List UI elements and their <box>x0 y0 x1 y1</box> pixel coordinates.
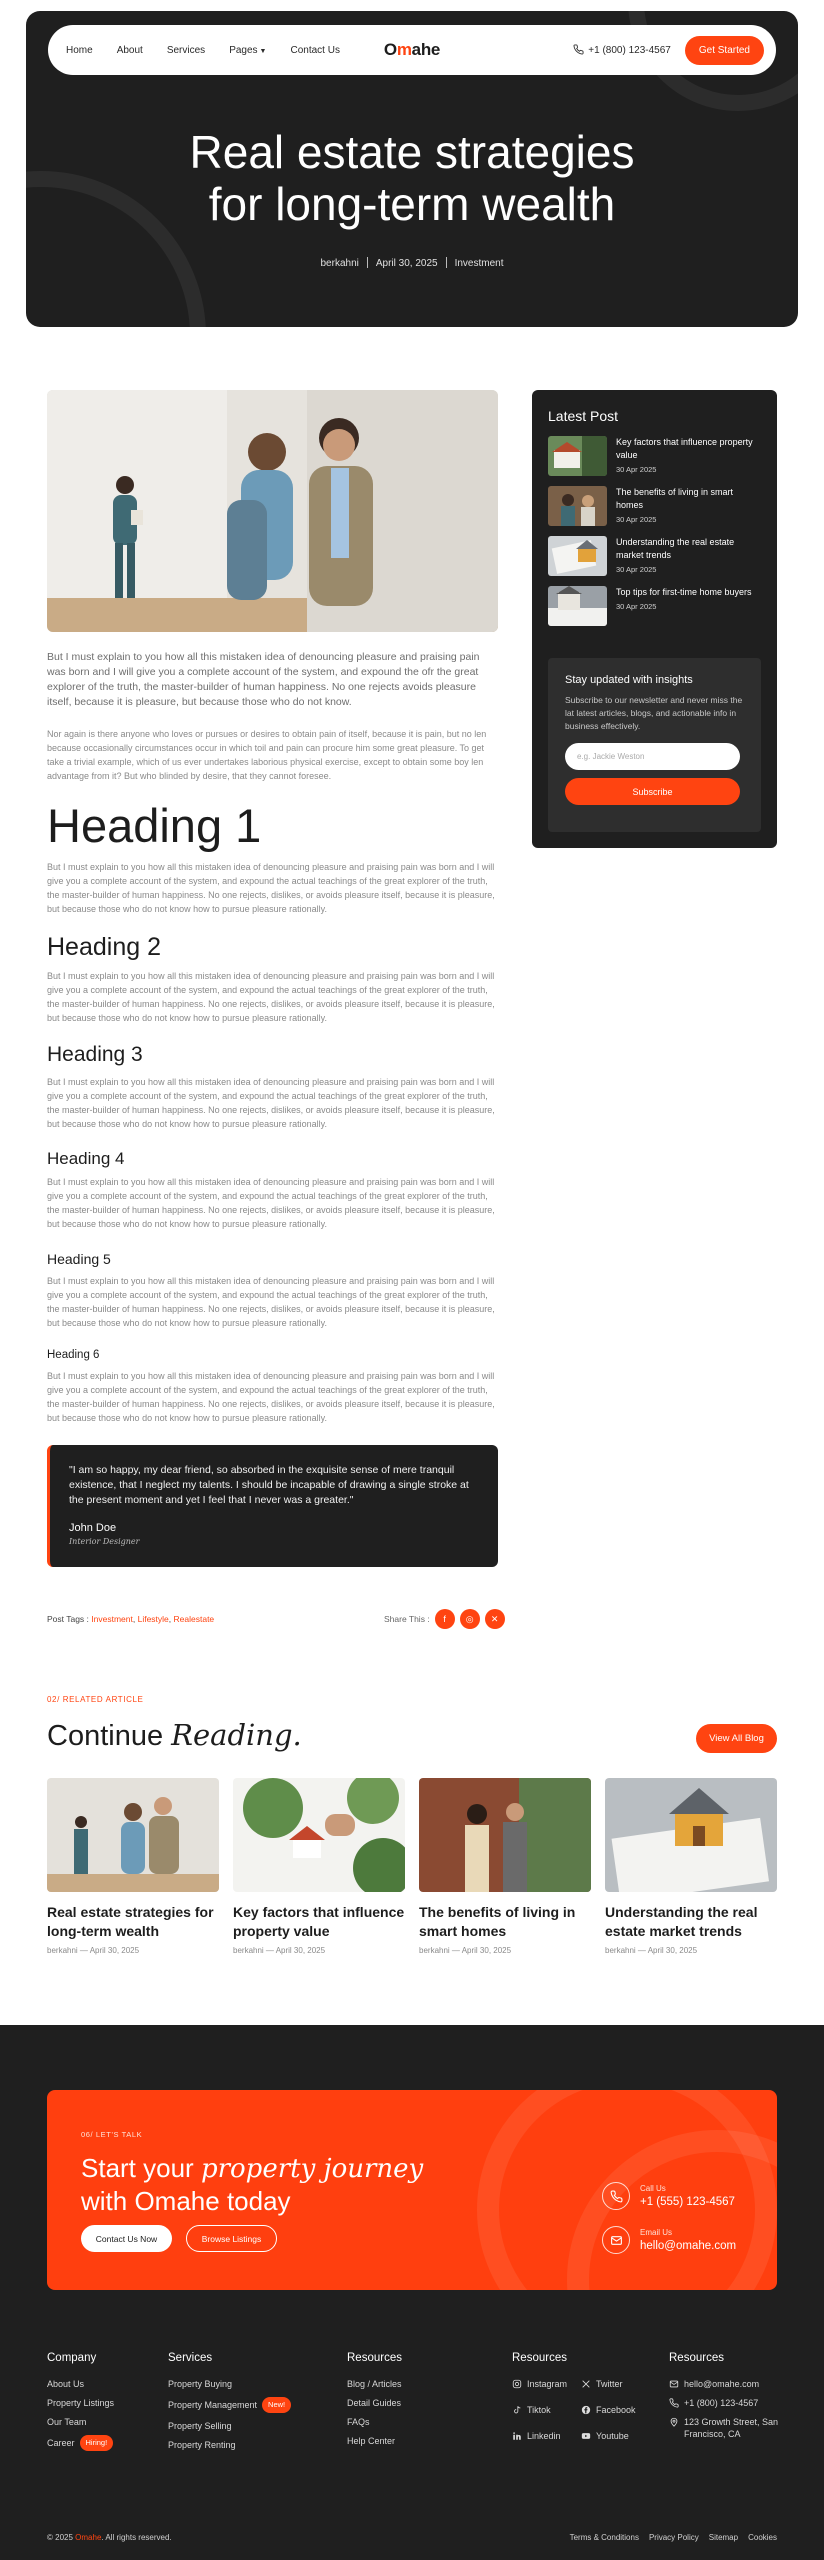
newsletter-title: Stay updated with insights <box>565 674 693 686</box>
legal-links <box>570 2533 777 2542</box>
post-title: The benefits of living in smart homes <box>616 487 734 510</box>
footer-link-label: Career <box>47 2438 75 2448</box>
heading-5: Heading 5 <box>47 1251 111 1267</box>
card-image <box>605 1778 777 1892</box>
article-paragraph: But I must explain to you how all this mistaken idea of denouncing pleasure and praising pain was born and I will give you a complete account of the system, and expound the actual teachings of the great explorer of the truth, the master-builder of human happiness. No one rejects, dislikes, or avoids pleasure itself, because it is pleasure, but because those who do not know how to pursue pleasure rationally. <box>47 1177 495 1229</box>
footer-phone-label: +1 (800) 123-4567 <box>684 2398 759 2408</box>
card-meta: berkahni — April 30, 2025 <box>419 1946 512 1955</box>
article-featured-image <box>47 390 498 632</box>
footer-link-label: Property Management <box>168 2400 258 2410</box>
share-facebook-icon[interactable]: f <box>435 1609 455 1629</box>
latest-post-item[interactable] <box>548 436 761 476</box>
footer-address <box>669 2416 779 2440</box>
card-author: berkahni <box>233 1946 264 1955</box>
social-instagram[interactable] <box>512 2378 567 2390</box>
youtube-icon <box>581 2431 591 2441</box>
cookies-link[interactable]: Cookies <box>748 2533 777 2542</box>
card-date: April 30, 2025 <box>89 1946 140 1955</box>
quote-text: "I am so happy, my dear friend, so absorbed in the exquisite sense of mere tranquil existence, that I neglect my talents. I should be incapable of drawing a single stroke at the present moment and yet I feel that I never was a greater." <box>69 1464 469 1506</box>
footer-col-services <box>168 2352 291 2458</box>
browse-listings-button[interactable]: Browse Listings <box>186 2225 277 2252</box>
heading-3: Heading 3 <box>47 1043 143 1066</box>
post-thumbnail <box>548 536 607 576</box>
post-category[interactable]: Investment <box>454 258 504 269</box>
footer-link[interactable]: About Us <box>47 2379 85 2389</box>
page-title <box>26 126 798 230</box>
heading-6: Heading 6 <box>47 1349 100 1361</box>
footer-link[interactable]: Our Team <box>47 2417 87 2427</box>
related-title-plain: Continue <box>47 1720 164 1752</box>
mail-icon <box>602 2226 630 2254</box>
linkedin-icon <box>512 2431 522 2441</box>
card-date: April 30, 2025 <box>461 1946 512 1955</box>
new-badge: New! <box>262 2397 291 2413</box>
hiring-badge: Hiring! <box>80 2435 114 2451</box>
tag-lifestyle[interactable]: Lifestyle <box>137 1614 169 1624</box>
share-label: Share This : <box>384 1614 430 1624</box>
footer-heading: Resources <box>347 2352 402 2364</box>
related-card[interactable] <box>419 1778 591 1955</box>
card-author: berkahni <box>605 1946 636 1955</box>
share-instagram-icon[interactable]: ◎ <box>460 1609 480 1629</box>
related-card[interactable] <box>47 1778 219 1955</box>
card-title: Real estate strategies for long-term wealth <box>47 1904 214 1939</box>
nav-phone[interactable] <box>573 44 671 56</box>
hero-section <box>26 11 798 327</box>
newsletter-description: Subscribe to our newsletter and never miss the lat latest articles, blogs, and actionable info in business effectively. <box>565 695 743 731</box>
nav-home[interactable]: Home <box>66 44 93 56</box>
cta-title-start: Start your <box>81 2153 194 2183</box>
contact-us-now-button[interactable]: Contact Us Now <box>81 2225 172 2252</box>
post-thumbnail <box>548 586 607 626</box>
mail-icon <box>669 2379 679 2389</box>
card-meta: berkahni — April 30, 2025 <box>47 1946 140 1955</box>
article-paragraph: But I must explain to you how all this mistaken idea of denouncing pleasure and praising pain was born and I will give you a complete account of the system, and expound the actual teachings of the great explorer of the truth, the master-builder of human happiness. No one rejects, dislikes, or avoids pleasure itself, because it is pleasure, but because those who do not know how to pursue pleasure rationally. <box>47 1077 495 1129</box>
cta-title-line2: with Omahe today <box>81 2186 291 2216</box>
footer-link[interactable]: Blog / Articles <box>347 2379 402 2389</box>
card-date: April 30, 2025 <box>275 1946 326 1955</box>
blockquote <box>47 1445 498 1567</box>
x-twitter-icon <box>581 2379 591 2389</box>
sidebar-title: Latest Post <box>548 408 619 424</box>
post-tags: Post Tags : Investment, Lifestyle, Realestate <box>47 1614 215 1624</box>
social-label: Facebook <box>596 2405 636 2415</box>
facebook-icon <box>581 2405 591 2415</box>
card-title: Understanding the real estate market trends <box>605 1904 758 1939</box>
footer-col-social <box>512 2352 636 2449</box>
newsletter-box <box>548 658 761 832</box>
article-paragraph: But I must explain to you how all this mistaken idea of denouncing pleasure and praising pain was born and I will give you a complete account of the system, and expound the actual teachings of the great explorer of the truth, the master-builder of human happiness. No one rejects, dislikes, or avoids pleasure itself, because it is pleasure, but because those who do not know how to pursue pleasure rationally. <box>47 971 495 1023</box>
social-label: Youtube <box>596 2431 629 2441</box>
location-pin-icon <box>669 2417 679 2427</box>
share-x-icon[interactable]: ✕ <box>485 1609 505 1629</box>
quote-role: Interior Designer <box>69 1537 140 1546</box>
phone-icon <box>602 2182 630 2210</box>
social-label: Instagram <box>527 2379 568 2389</box>
heading-4: Heading 4 <box>47 1149 125 1168</box>
social-label: Tiktok <box>527 2405 551 2415</box>
post-date: 30 Apr 2025 <box>616 565 657 574</box>
related-title-italic: Reading. <box>171 1718 302 1752</box>
nav-contact[interactable]: Contact Us <box>290 44 340 56</box>
footer-link[interactable]: Help Center <box>347 2436 396 2446</box>
article-paragraph: But I must explain to you how all this mistaken idea of denouncing pleasure and praising pain was born and I will give you a complete account of the system, and expound the actual teachings of the great explorer of the truth, the master-builder of human happiness. No one rejects, dislikes, or avoids pleasure itself, because it is pleasure, but because those who do not know how to pursue pleasure rationally. <box>47 862 495 914</box>
article-lead-paragraph: But I must explain to you how all this mistaken idea of denouncing pleasure and praising pain was born and I will give you a complete account of the system, and expound the ofr the great explorer of the truth, the master-builder of human happiness. No one rejects avoids pleasure itself, because it is pleasure, but because those who do not know. <box>47 651 480 708</box>
post-date: 30 Apr 2025 <box>616 465 657 474</box>
related-title <box>47 1718 302 1753</box>
call-label: Call Us <box>640 2184 666 2193</box>
tag-investment[interactable]: Investment <box>91 1614 133 1624</box>
card-image <box>233 1778 405 1892</box>
call-value: +1 (555) 123-4567 <box>640 2196 735 2208</box>
footer-link[interactable]: Detail Guides <box>347 2398 402 2408</box>
post-thumbnail <box>548 436 607 476</box>
logo[interactable]: Omahe <box>383 40 441 59</box>
post-tags-label: Post Tags : <box>47 1614 89 1624</box>
privacy-link[interactable]: Privacy Policy <box>648 2533 699 2542</box>
footer-col-resources <box>347 2352 402 2454</box>
sitemap-link[interactable]: Sitemap <box>708 2533 739 2542</box>
chevron-down-icon: ▼ <box>259 47 267 55</box>
article-paragraph: But I must explain to you how all this mistaken idea of denouncing pleasure and praising pain was born and I will give you a complete account of the system, and expound the actual teachings of the great explorer of the truth, the master-builder of human happiness. No one rejects, dislikes, or avoids pleasure itself, because it is pleasure, but because those who do not know how to pursue pleasure rationally. <box>47 1371 495 1423</box>
share-bar <box>384 1609 505 1629</box>
post-date: 30 Apr 2025 <box>616 515 657 524</box>
latest-post-item[interactable] <box>548 536 761 576</box>
card-image <box>419 1778 591 1892</box>
related-card[interactable] <box>233 1778 405 1955</box>
subscribe-button[interactable]: Subscribe <box>565 778 740 805</box>
quote-author: John Doe <box>69 1522 117 1534</box>
instagram-icon <box>512 2379 522 2389</box>
post-title: Top tips for first-time home buyers <box>616 587 752 597</box>
tag-realestate[interactable]: Realestate <box>173 1614 215 1624</box>
newsletter-name-input[interactable] <box>565 743 740 770</box>
footer-link[interactable]: Property Listings <box>47 2398 115 2408</box>
card-author: berkahni <box>47 1946 78 1955</box>
email-label: Email Us <box>640 2228 673 2237</box>
copyright <box>47 2533 172 2542</box>
page-title-line1: Real estate strategies <box>189 126 635 178</box>
social-tiktok[interactable] <box>512 2404 567 2416</box>
social-linkedin[interactable] <box>512 2430 567 2442</box>
nav-about[interactable]: About <box>116 44 143 56</box>
view-all-blog-button[interactable]: View All Blog <box>696 1724 777 1753</box>
nav-pages[interactable] <box>229 45 266 56</box>
footer-link-career[interactable] <box>47 2435 114 2451</box>
post-date: April 30, 2025 <box>375 258 438 269</box>
article-paragraph: Nor again is there anyone who loves or pursues or desires to obtain pain of itself, because it is pain, but no len because occasionally circumstances occur in which toil and pain can procure him some great pleasure. To get take a trivial example, which of us ever undertakes laborious physical exercise, except to obtain some boy len advantage from it? But who blinded by desire, that they cannot foresee. <box>47 729 487 781</box>
main-nav <box>48 25 776 75</box>
footer-col-contact <box>669 2352 779 2447</box>
cta-banner <box>47 2090 777 2290</box>
card-date: April 30, 2025 <box>647 1946 698 1955</box>
cta-title <box>81 2152 423 2217</box>
post-thumbnail <box>548 486 607 526</box>
logo-mark: m <box>396 40 412 59</box>
nav-services[interactable]: Services <box>166 44 206 56</box>
footer-link[interactable]: Property Buying <box>168 2379 233 2389</box>
card-author: berkahni <box>419 1946 450 1955</box>
footer-address-label: 123 Growth Street, San Francisco, CA <box>684 2417 779 2439</box>
latest-post-item[interactable] <box>548 486 761 526</box>
copyright-suffix: . All rights reserved. <box>101 2533 172 2542</box>
footer-link[interactable]: Property Renting <box>168 2440 236 2450</box>
latest-post-item[interactable] <box>548 586 761 626</box>
email-value: hello@omahe.com <box>640 2240 737 2252</box>
footer-link[interactable]: FAQs <box>347 2417 370 2427</box>
cta-call[interactable] <box>602 2182 735 2210</box>
footer-email-label: hello@omahe.com <box>684 2379 760 2389</box>
footer-heading: Resources <box>669 2352 724 2364</box>
nav-phone-label: +1 (800) 123-4567 <box>588 45 671 56</box>
social-label: Twitter <box>596 2379 623 2389</box>
article-paragraph: But I must explain to you how all this mistaken idea of denouncing pleasure and praising pain was born and I will give you a complete account of the system, and expound the actual teachings of the great explorer of the truth, the master-builder of human happiness. No one rejects, dislikes, or avoids pleasure itself, because it is pleasure, but because those who do not know how to pursue pleasure rationally. <box>47 1276 495 1328</box>
people-photo <box>47 390 498 632</box>
card-meta: berkahni — April 30, 2025 <box>233 1946 326 1955</box>
footer-link[interactable]: Property Selling <box>168 2421 232 2431</box>
card-meta: berkahni — April 30, 2025 <box>605 1946 698 1955</box>
phone-icon <box>573 44 584 55</box>
meta-divider <box>446 257 447 268</box>
cta-tag: 06/ LET'S TALK <box>81 2130 143 2139</box>
social-label: Linkedin <box>527 2431 561 2441</box>
card-title: The benefits of living in smart homes <box>419 1904 576 1939</box>
related-card[interactable] <box>605 1778 777 1955</box>
footer-link-management[interactable] <box>168 2397 291 2413</box>
meta-divider <box>367 257 368 268</box>
copyright-brand[interactable]: Omahe <box>75 2533 102 2542</box>
footer <box>0 2025 824 2560</box>
heading-2: Heading 2 <box>47 933 161 961</box>
card-image <box>47 1778 219 1892</box>
nav-pages-label: Pages <box>229 44 258 56</box>
cta-email[interactable] <box>602 2226 736 2254</box>
footer-phone[interactable] <box>669 2397 779 2409</box>
social-twitter[interactable] <box>581 2378 636 2390</box>
section-tag: 02/ RELATED ARTICLE <box>47 1695 144 1704</box>
footer-col-company <box>47 2352 114 2458</box>
footer-heading: Resources <box>512 2352 567 2364</box>
post-date: 30 Apr 2025 <box>616 602 657 611</box>
post-title: Key factors that influence property value <box>616 437 753 460</box>
social-youtube[interactable] <box>581 2430 636 2442</box>
post-meta <box>26 257 798 269</box>
footer-heading: Company <box>47 2352 97 2364</box>
phone-icon <box>669 2398 679 2408</box>
footer-heading: Services <box>168 2352 213 2364</box>
copyright-prefix: © 2025 <box>47 2533 73 2542</box>
page-title-line2: for long-term wealth <box>208 178 616 230</box>
post-author[interactable]: berkahni <box>320 258 359 269</box>
social-facebook[interactable] <box>581 2404 636 2416</box>
cta-title-italic: property journey <box>200 2154 424 2184</box>
get-started-button[interactable]: Get Started <box>685 36 764 65</box>
tiktok-icon <box>512 2405 522 2415</box>
footer-email[interactable] <box>669 2378 779 2390</box>
post-title: Understanding the real estate market trends <box>616 537 735 560</box>
terms-link[interactable]: Terms & Conditions <box>569 2533 639 2542</box>
sidebar <box>532 390 777 848</box>
card-title: Key factors that influence property value <box>233 1904 405 1939</box>
heading-1: Heading 1 <box>47 799 262 852</box>
